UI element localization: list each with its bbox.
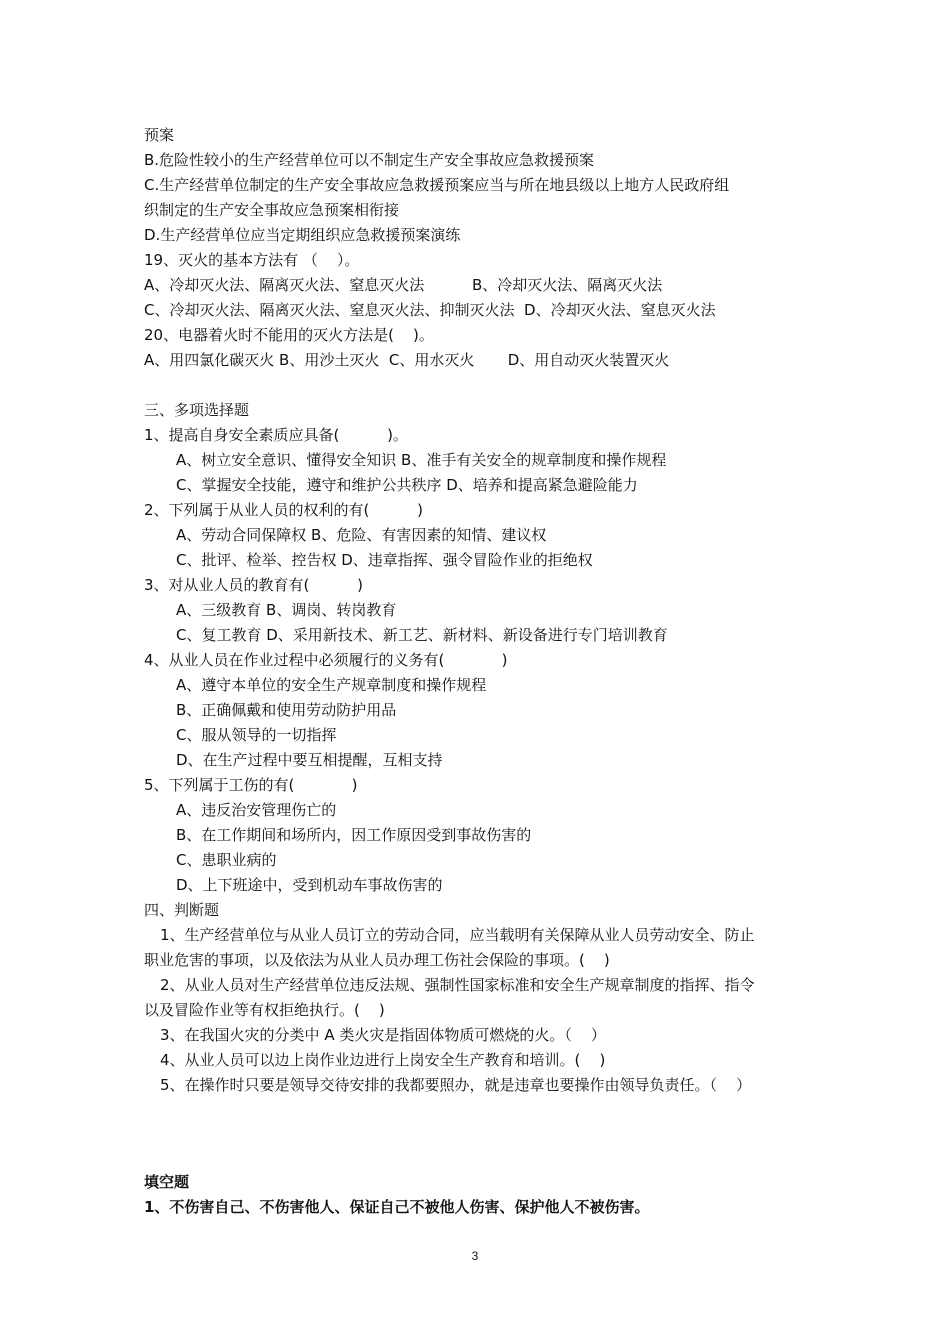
mc-option: C、患职业病的 [176,851,277,869]
mc-question-1: 1、提高自身安全素质应具备( )。 [144,426,408,444]
tf-question-2: 2、从业人员对生产经营单位违反法规、强制性国家标准和安全生产规章制度的指挥、指令 [160,976,755,994]
mc-option: B、在工作期间和场所内，因工作原因受到事故伤害的 [176,826,532,844]
question-19: 19、灭火的基本方法有 （ ）。 [144,251,360,269]
mc-option: A、遵守本单位的安全生产规章制度和操作规程 [176,676,487,694]
fill-blank-answer-1: 1、不伤害自己、不伤害他人、保证自己不被他人伤害、保护他人不被伤害。 [144,1198,650,1216]
text-line: 织制定的生产安全事故应急预案相衔接 [144,201,400,219]
tf-question-1: 1、生产经营单位与从业人员订立的劳动合同，应当载明有关保障从业人员劳动安全、防止 [160,926,755,944]
option-c: C.生产经营单位制定的生产安全事故应急救援预案应当与所在地县级以上地方人民政府组 [144,176,730,194]
option-d: D.生产经营单位应当定期组织应急救援预案演练 [144,226,461,244]
mc-question-2: 2、下列属于从业人员的权利的有( ) [144,501,423,519]
tf-question-3: 3、在我国火灾的分类中 A 类火灾是指固体物质可燃烧的火。（ ） [160,1026,606,1044]
mc-option: B、正确佩戴和使用劳动防护用品 [176,701,397,719]
mc-option: A、违反治安管理伤亡的 [176,801,337,819]
mc-option: A、树立安全意识、懂得安全知识 B、准手有关安全的规章制度和操作规程 [176,451,667,469]
mc-option: C、复工教育 D、采用新技术、新工艺、新材料、新设备进行专门培训教育 [176,626,668,644]
mc-option: C、批评、检举、控告权 D、违章指挥、强令冒险作业的拒绝权 [176,551,593,569]
tf-question-5: 5、在操作时只要是领导交待安排的我都要照办，就是违章也要操作由领导负责任。（ ） [160,1076,752,1094]
mc-option: C、服从领导的一切指挥 [176,726,337,744]
tf-question-4: 4、从业人员可以边上岗作业边进行上岗安全生产教育和培训。( ) [160,1051,606,1069]
section-heading-multiple-choice: 三、多项选择题 [144,401,250,419]
mc-option: A、三级教育 B、调岗、转岗教育 [176,601,397,619]
option-b: B.危险性较小的生产经营单位可以不制定生产安全事故应急救援预案 [144,151,595,169]
section-heading-fill-blank: 填空题 [144,1173,190,1191]
text-line: 预案 [144,126,175,144]
mc-question-4: 4、从业人员在作业过程中必须履行的义务有( ) [144,651,508,669]
mc-option: C、掌握安全技能，遵守和维护公共秩序 D、培养和提高紧急避险能力 [176,476,638,494]
text-line: 职业危害的事项，以及依法为从业人员办理工伤社会保险的事项。( ) [144,951,610,969]
section-heading-true-false: 四、判断题 [144,901,220,919]
mc-question-5: 5、下列属于工伤的有( ) [144,776,358,794]
mc-option: A、劳动合同保障权 B、危险、有害因素的知情、建议权 [176,526,547,544]
text-line: 以及冒险作业等有权拒绝执行。( ) [144,1001,385,1019]
options-19-ab: A、冷却灭火法、隔离灭火法、窒息灭火法 B、冷却灭火法、隔离灭火法 [144,276,663,294]
mc-option: D、上下班途中，受到机动车事故伤害的 [176,876,443,894]
mc-option: D、在生产过程中要互相提醒，互相支持 [176,751,443,769]
mc-question-3: 3、对从业人员的教育有( ) [144,576,363,594]
options-19-cd: C、冷却灭火法、隔离灭火法、窒息灭火法、抑制灭火法 D、冷却灭火法、窒息灭火法 [144,301,716,319]
question-20: 20、电器着火时不能用的灭火方法是( )。 [144,326,434,344]
page-number: 3 [471,1249,479,1263]
options-20: A、用四氯化碳灭火 B、用沙土灭火 C、用水灭火 D、用自动灭火装置灭火 [144,351,670,369]
